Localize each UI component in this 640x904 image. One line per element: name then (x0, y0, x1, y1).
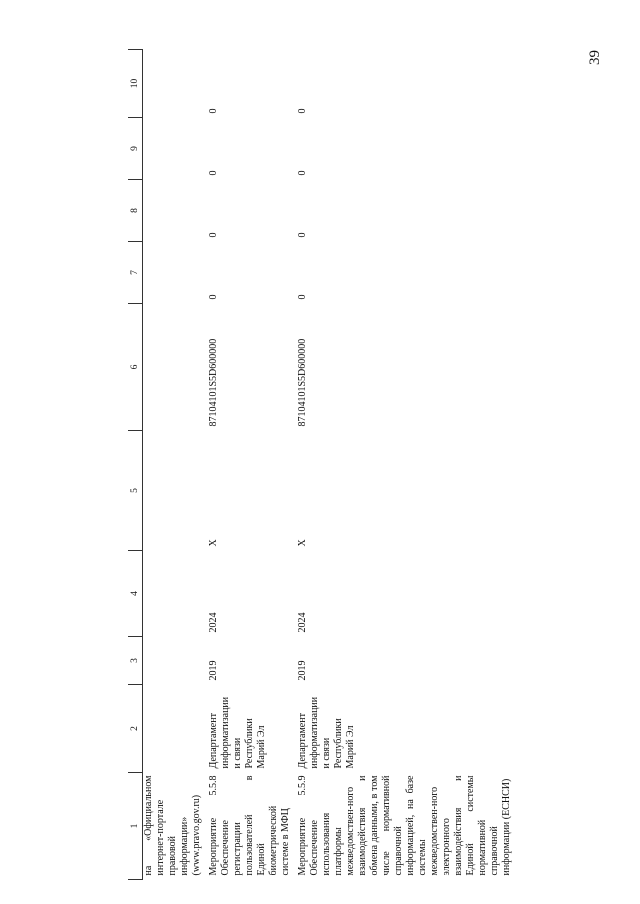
header-col-6: 6 (128, 304, 143, 431)
measure-cell: Мероприятие 5.5.9 Обеспечение использования платформы межведомствен-ного взаимодействия и обмена данными, в том числе нормативной справочной информацией, на базе системы межведомствен-ного электронного взаимодействия и Единой системы нормативной справочной информации (ЕСНСИ) (297, 775, 512, 876)
end-year-cell: 2024 (297, 612, 308, 633)
col7-cell: 0 (208, 294, 219, 300)
table-row (292, 50, 513, 880)
col9-cell: 0 (297, 170, 308, 176)
start-year-cell: 2019 (297, 660, 308, 681)
table-row (203, 50, 292, 880)
continuation-text: на «Официальном интернет-портале правовой информации» (www.pravo.gov.ru) (143, 775, 202, 876)
kbk-cell: 87104101S5D600000 (208, 338, 219, 427)
header-col-4: 4 (128, 551, 143, 637)
header-row (128, 50, 143, 880)
header-col-2: 2 (128, 685, 143, 773)
col5-cell: X (297, 539, 308, 547)
col7-cell: 0 (297, 294, 308, 300)
col5-cell: X (208, 539, 219, 547)
program-measures-table (128, 49, 513, 880)
page-number: 39 (587, 50, 603, 66)
rotated-table-block (128, 50, 618, 880)
continuation-row (143, 50, 204, 880)
header-col-3: 3 (128, 637, 143, 685)
header-col-8: 8 (128, 180, 143, 242)
header-col-7: 7 (128, 242, 143, 304)
start-year-cell: 2019 (208, 660, 219, 681)
end-year-cell: 2024 (208, 612, 219, 633)
col8-cell: 0 (297, 232, 308, 238)
col8-cell: 0 (208, 232, 219, 238)
header-col-5: 5 (128, 431, 143, 551)
kbk-cell: 87104101S5D600000 (297, 338, 308, 427)
col10-cell: 0 (208, 108, 219, 114)
executor-cell: Департамент информатизации и связи Республики Марий Эл (297, 696, 356, 769)
header-col-10: 10 (128, 50, 143, 118)
header-col-1: 1 (128, 773, 143, 880)
header-col-9: 9 (128, 118, 143, 180)
measure-cell: Мероприятие 5.5.8 Обеспечение регистрации пользователей в Единой биометрической системе в МФЦ (208, 775, 291, 876)
executor-cell: Департамент информатизации и связи Республики Марий Эл (208, 696, 267, 769)
col9-cell: 0 (208, 170, 219, 176)
col10-cell: 0 (297, 108, 308, 114)
